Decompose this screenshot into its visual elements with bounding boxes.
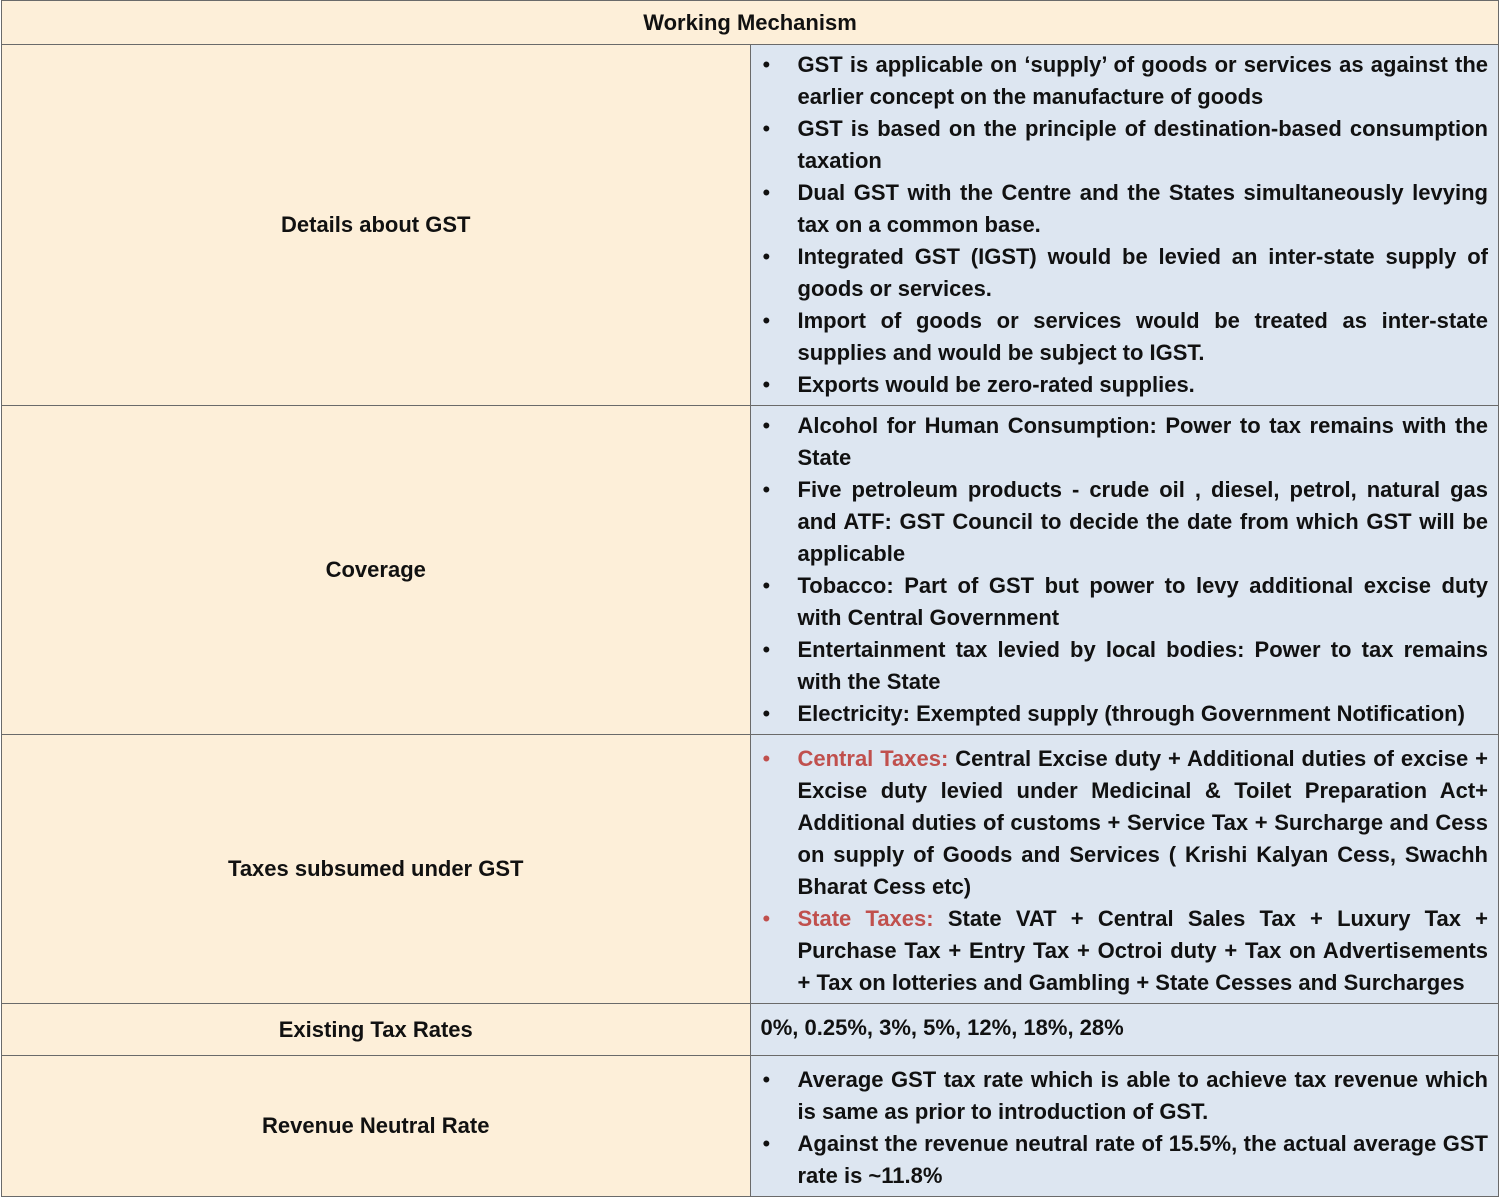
list-item: • Import of goods or services would be treated as inter-state supplies and would be subject to IGST. [761,305,1489,369]
row-revenue-neutral [2,1056,1499,1197]
row-details [2,45,1499,406]
row-coverage [2,406,1499,735]
row-label-revenue-neutral: Revenue Neutral Rate [2,1056,751,1197]
state-taxes-text: State VAT + Central Sales Tax + Luxury Tax + Purchase Tax + Entry Tax + Octroi duty + Tax on Advertisements + Tax on lotteries and Gambling + State Cesses and Surcharges [797,906,1488,995]
list-item: • Dual GST with the Centre and the States simultaneously levying tax on a common base. [761,177,1489,241]
list-item [761,743,1489,903]
details-list [761,49,1489,401]
row-label-tax-rates: Existing Tax Rates [2,1004,751,1056]
list-item: • Entertainment tax levied by local bodies: Power to tax remains with the State [761,634,1489,698]
central-taxes-text: Central Excise duty + Additional duties of excise + Excise duty levied under Medicinal & Toilet Preparation Act+ Additional duties of customs + Service Tax + Surcharge and Cess on supply of Goods and Services ( Krishi Kalyan Cess, Swachh Bharat Cess etc) [797,746,1488,899]
row-content-details [750,45,1499,406]
list-item: • Integrated GST (IGST) would be levied an inter-state supply of goods or services. [761,241,1489,305]
working-mechanism-table [1,0,1499,1197]
list-item: • Against the revenue neutral rate of 15.5%, the actual average GST rate is ~11.8% [761,1128,1489,1192]
revenue-list [761,1064,1489,1192]
list-item: • Alcohol for Human Consumption: Power to tax remains with the State [761,410,1489,474]
state-taxes-title: State Taxes: [797,906,934,931]
tax-rates-text: 0%, 0.25%, 3%, 5%, 12%, 18%, 28% [760,1015,1124,1040]
row-label-details: Details about GST [2,45,751,406]
table-title: Working Mechanism [2,1,1499,45]
row-label-taxes-subsumed: Taxes subsumed under GST [2,735,751,1004]
row-content-tax-rates [750,1004,1499,1056]
row-label-coverage: Coverage [2,406,751,735]
header-row [2,1,1499,45]
row-tax-rates [2,1004,1499,1056]
row-taxes-subsumed [2,735,1499,1004]
central-taxes-title: Central Taxes: [797,746,949,771]
row-content-revenue-neutral [750,1056,1499,1197]
list-item [761,903,1489,999]
row-content-taxes-subsumed [750,735,1499,1004]
list-item: • Five petroleum products - crude oil , diesel, petrol, natural gas and ATF: GST Council to decide the date from which GST will be applicable [761,474,1489,570]
list-item: • Electricity: Exempted supply (through Government Notification) [761,698,1489,730]
list-item: • GST is based on the principle of destination-based consumption taxation [761,113,1489,177]
taxes-list [761,743,1489,999]
list-item: • Exports would be zero-rated supplies. [761,369,1489,401]
row-content-coverage [750,406,1499,735]
list-item: • Average GST tax rate which is able to achieve tax revenue which is same as prior to introduction of GST. [761,1064,1489,1128]
list-item: • GST is applicable on ‘supply’ of goods or services as against the earlier concept on the manufacture of goods [761,49,1489,113]
coverage-list [761,410,1489,730]
list-item: • Tobacco: Part of GST but power to levy additional excise duty with Central Government [761,570,1489,634]
